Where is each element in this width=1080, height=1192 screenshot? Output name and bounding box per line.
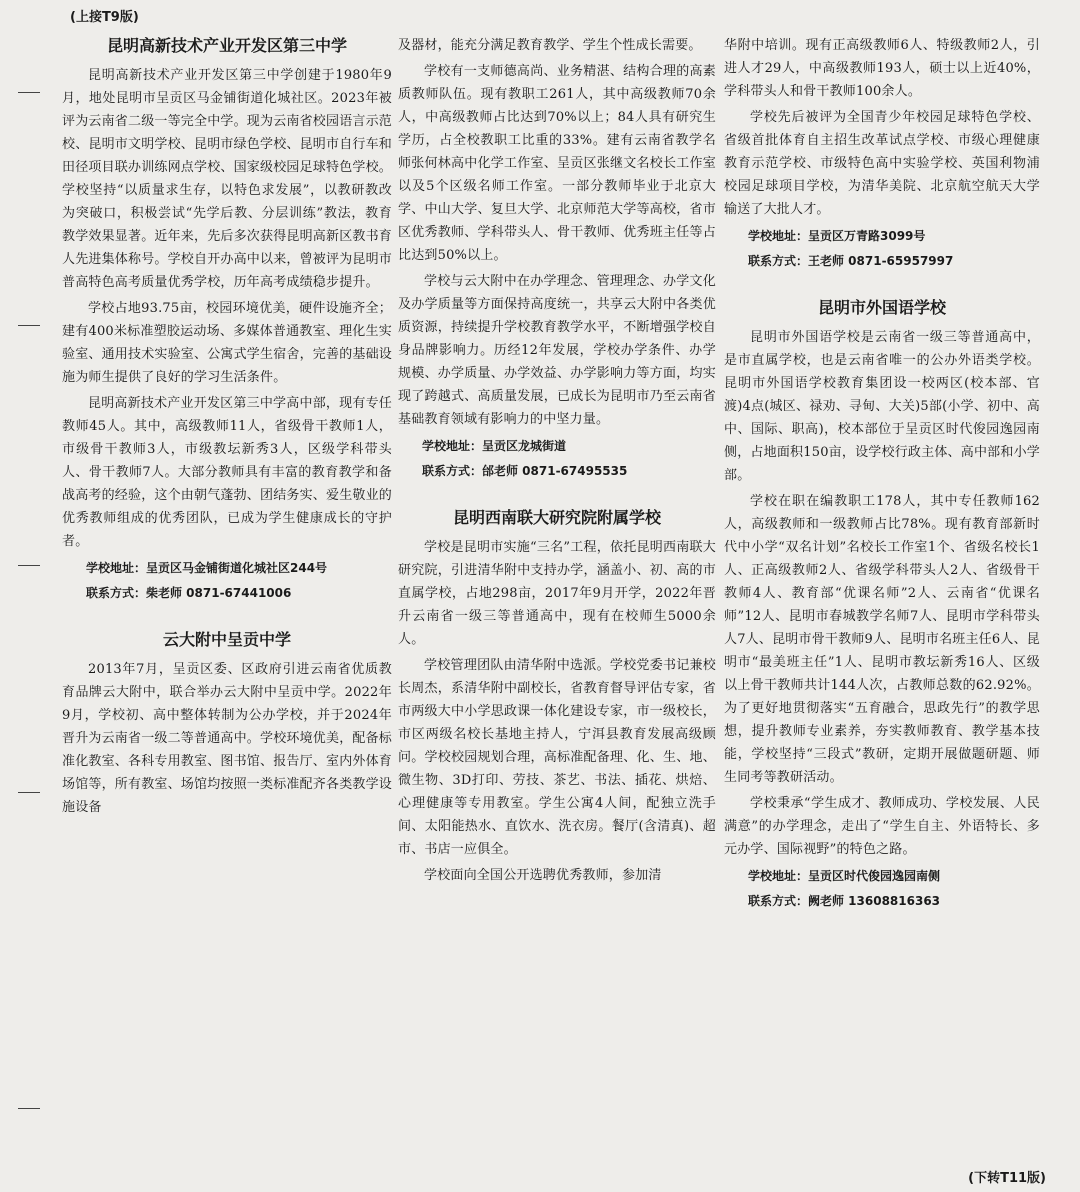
article-paragraph: 学校是昆明市实施“三名”工程，依托昆明西南联大研究院，引进清华附中支持办学，涵盖小、初、高的市直属学校，占地298亩，2017年9月开学，2022年晋升云南省一级三等普通高中，现有在校师生5000余人。 [398,540,716,647]
article-paragraph: 昆明市外国语学校是云南省一级三等普通高中，是市直属学校，也是云南省唯一的公办外语类学校。昆明市外国语学校教育集团设一校两区(校本部、官渡)4点(城区、禄劝、寻甸、大关)5部(小学、初中、高中、国际、职高)，校本部位于呈贡区时代俊园逸园南侧，占地面积150亩，设学校行政主体、高中部和小学部。 [724,330,1040,483]
article-title: 云大附中呈贡中学 [162,630,291,649]
contact-block [62,556,392,606]
school-address: 学校地址：呈贡区龙城街道 [422,439,567,453]
article-paragraph: 学校有一支师德高尚、业务精湛、结构合理的高素质教师队伍。现有教职工261人，其中高级教师70余人，中高级教师占比达到70%以上；84人具有研究生学历，占全校教职工比重的33%。建有云南省教学名师张何林高中化学工作室、呈贡区张继文名校长工作室以及5个区级名师工作室。一部分教师毕业于北京大学、中山大学、复旦大学、北京师范大学等高校，省市区优秀教师、学科带头人、骨干教师、优秀班主任等占比达到50%以上。 [398,64,716,263]
article-paragraph: 昆明高新技术产业开发区第三中学创建于1980年9月，地处昆明市呈贡区马金铺街道化城社区。2023年被评为云南省二级一等完全中学。现为云南省校园语言示范校、昆明市文明学校、昆明市绿色学校、昆明市自行车和田径项目联办训练网点学校、国家级校园足球特色学校。学校坚持“以质量求生存，以特色求发展”，以教研教改为突破口，积极尝试“先学后教、分层训练”教法，教育教学效果显著。近年来，先后多次获得昆明高新区教书育人先进集体称号。学校自开办高中以来，曾被评为昆明市普高特色高考质量优秀学校，历年高考成绩稳步提升。 [62,68,393,290]
continued-to-note: (下转T11版) [968,1171,1046,1186]
school-contact: 联系方式：王老师 0871-65957997 [748,254,954,268]
article-paragraph: 昆明高新技术产业开发区第三中学高中部，现有专任教师45人。其中，高级教师11人，省级骨干教师1人，市级骨干教师3人，市级教坛新秀3人，区级学科带头人、骨干教师7人。大部分教师具有丰富的教育教学和备战高考的经验，这个由朝气蓬勃、团结务实、爱生敬业的优秀教师组成的优秀团队，已成为学生健康成长的守护者。 [62,396,393,549]
margin-mark [18,565,40,566]
school-article-gaoxin-no3 [62,34,392,606]
margin-mark [18,325,40,326]
school-contact: 联系方式：柴老师 0871-67441006 [86,586,292,600]
article-paragraph: 学校秉承“学生成才、教师成功、学校发展、人民满意”的办学理念，走出了“学生自主、外语特长、多元办学、国际视野”的特色之路。 [724,796,1040,857]
article-paragraph: 2013年7月，呈贡区委、区政府引进云南省优质教育品牌云大附中，联合举办云大附中呈贡中学。2022年9月，学校初、高中整体转制为公办学校，并于2024年晋升为云南省一级二等普通高中。学校环境优美，配备标准化教室、各科专用教室、图书馆、报告厅、室内外体育场馆等，所有教室、场馆均按照一类标准配齐各类教学设施设备 [62,662,393,815]
school-contact: 联系方式：邰老师 0871-67495535 [422,464,628,478]
school-address: 学校地址：呈贡区万青路3099号 [748,229,926,243]
column-3 [724,34,1040,914]
school-address: 学校地址：呈贡区马金铺街道化城社区244号 [86,561,328,575]
article-title: 昆明高新技术产业开发区第三中学 [106,36,347,55]
column-1 [62,34,392,822]
article-paragraph: 学校管理团队由清华附中选派。学校党委书记兼校长周杰，系清华附中副校长，省教育督导评估专家，省市两级大中小学思政课一体化建设专家，市一级校长，市区两级名校长基地主持人，宁洱县教育发展高级顾问。学校校园规划合理，高标准配备理、化、生、地、微生物、3D打印、劳技、茶艺、书法、插花、烘焙、心理健康等专用教室。学生公寓4人间，配独立洗手间、太阳能热水、直饮水、洗衣房。餐厅(含清真)、超市、书店一应俱全。 [398,658,716,857]
article-title: 昆明西南联大研究院附属学校 [452,508,661,527]
school-address: 学校地址：呈贡区时代俊园逸园南侧 [748,869,941,883]
school-article-xinan-lianda-cont [724,34,1040,274]
margin-mark [18,92,40,93]
column-2 [398,34,716,890]
contact-block [724,864,1040,914]
margin-mark [18,1108,40,1109]
article-title: 昆明市外国语学校 [817,298,946,317]
article-paragraph: 华附中培训。现有正高级教师6人、特级教师2人，引进人才29人，中高级教师193人，硕士以上近40%，学科带头人和骨干教师100余人。 [724,38,1040,99]
school-article-xinan-lianda [398,506,716,887]
article-paragraph: 学校与云大附中在办学理念、管理理念、办学文化及办学质量等方面保持高度统一，共享云大附中各类优质资源，持续提升学校教育教学水平，不断增强学校自身品牌影响力。历经12年发展，学校办学条件、办学规模、办学质量、办学效益、办学影响力等方面，均实现了跨越式、高质量发展，已成长为昆明市乃至云南省基础教育领域有影响力的中坚力量。 [398,274,716,427]
contact-block [398,434,716,484]
article-paragraph: 学校占地93.75亩，校园环境优美，硬件设施齐全；建有400米标准塑胶运动场、多媒体普通教室、理化生实验室、通用技术实验室、公寓式学生宿舍，完善的基础设施为师生提供了良好的学习生活条件。 [62,301,393,385]
school-article-foreign-language [724,296,1040,914]
article-paragraph: 学校先后被评为全国青少年校园足球特色学校、省级首批体育自主招生改革试点学校、市级心理健康教育示范学校、市级特色高中实验学校、英国利物浦校园足球项目学校，为清华美院、北京航空航天大学输送了大批人才。 [724,110,1040,217]
school-article-yunda-chenggong [62,628,392,819]
school-contact: 联系方式：阙老师 13608816363 [748,894,941,908]
school-article-yunda-chenggong-cont [398,34,716,484]
contact-block [724,224,1040,274]
margin-mark [18,792,40,793]
continued-from-note: (上接T9版) [70,10,139,25]
article-paragraph: 学校在职在编教职工178人，其中专任教师162人，高级教师和一级教师占比78%。现有教育部新时代中小学“双名计划”名校长工作室1个、省级名校长1人、正高级教师2人、省级学科带头人2人、省级骨干教师4人、教育部“优课名师”2人、云南省“优课名师”12人、昆明市春城教学名师7人、昆明市学科带头人7人、昆明市骨干教师9人、昆明市名班主任6人、昆明市“最美班主任”1人、昆明市教坛新秀16人、区级以上骨干教师共计144人次，占教师总数的62.92%。为了更好地贯彻落实“五育融合，思政先行”的教学思想，提升教师专业素养，夯实教师教育、教学基本技能，学校坚持“三段式”教研，定期开展做题研题、师生同考等教研活动。 [724,494,1040,785]
article-paragraph: 学校面向全国公开选聘优秀教师，参加清 [424,868,662,883]
article-paragraph: 及器材，能充分满足教育教学、学生个性成长需要。 [398,38,702,53]
